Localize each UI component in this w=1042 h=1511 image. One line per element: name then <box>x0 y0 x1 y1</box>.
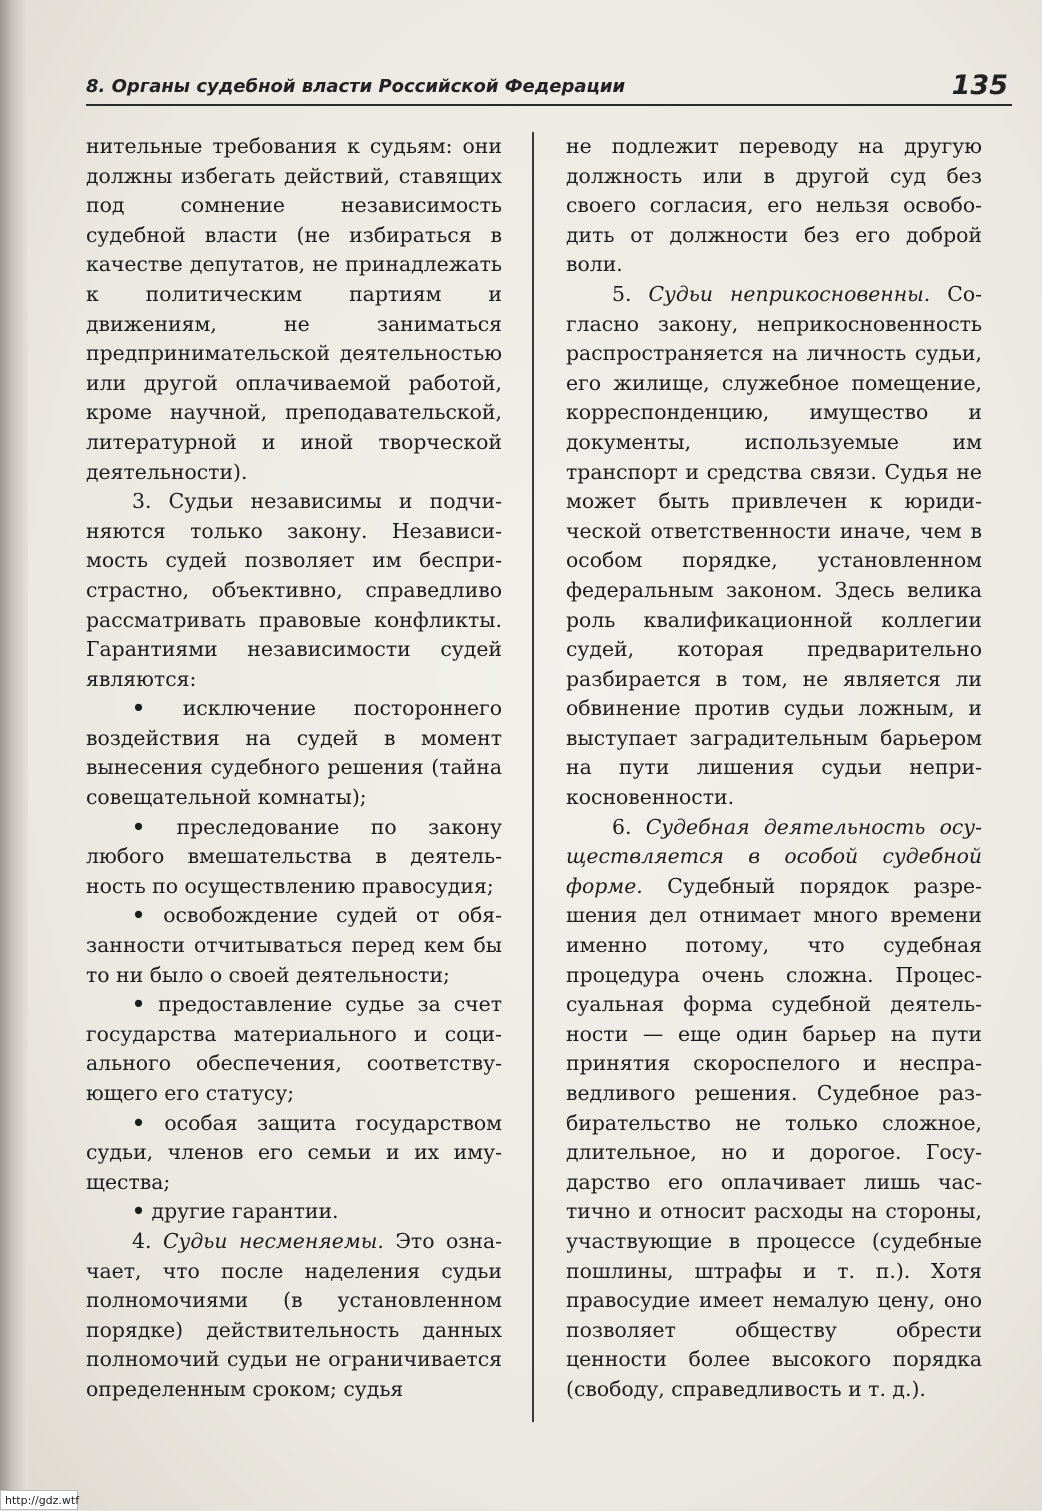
list-item: • предоставление судье за счет государства материального и социального обеспечения, соответствующего его статусу; <box>86 992 503 1105</box>
bullet-icon: • <box>132 1199 146 1224</box>
italic-heading: Судьи неприкосновенны. <box>648 281 931 306</box>
column-divider <box>532 132 534 1422</box>
list-item: • исключение постороннего воздействия на судей в момент вынесения судебного решения (тайна совещательной комнаты); <box>86 696 502 810</box>
paragraph: 4. Судьи несменяемы. Это означает, что после наделения судьи полномочиями (в установленном порядке) действительность данных полномочий судьи не ограничивается определенным сроком; судья <box>86 1228 502 1401</box>
italic-heading: Судьи несменяемы. <box>162 1228 384 1253</box>
paragraph: 3. Судьи независимы и подчиняются только закону. Независимость судей позволяет им беспристрастно, объективно, справедливо рассматривать правовые конфликты. Гарантиями независимости судей являются: <box>86 489 502 691</box>
bullet-icon: • <box>132 903 146 928</box>
list-item: • освобождение судей от обязанности отчитываться перед кем бы то ни было о своей деятельности; <box>86 903 503 987</box>
list-item: • особая защита государством судьи, членов его семьи и их имущества; <box>86 1110 503 1194</box>
paragraph: нительные требования к судьям: они должны избегать действий, ставящих под сомнение независимость судебной власти (не избираться в качестве депутатов, не принадлежать к политическим партиям и движениям, не заниматься предпринимательской деятельностью или другой оплачиваемой работой, кроме научной, преподавательской, литературной и иной творческой деятельности). <box>86 134 502 484</box>
right-column <box>566 132 982 1405</box>
paragraph: не подлежит переводу на другую должность или в другой суд без своего согласия, его нельзя освободить от должности без его доброй воли. <box>566 134 982 277</box>
paragraph: 5. Судьи неприкосновенны. Согласно закону, неприкосновенность распространяется на личность судьи, его жилище, служебное помещение, корреспонденцию, имущество и документы, используемые им транспорт и средства связи. Судья не может быть привлечен к юридической ответственности иначе, чем в особом порядке, установленном федеральным законом. Здесь велика роль квалификационной коллегии судей, которая предварительно разбирается в том, не является ли обвинение против судьи ложным, и выступает заградительным барьером на пути лишения судьи неприкосновенности. <box>566 281 982 810</box>
bullet-icon: • <box>132 696 146 721</box>
paragraph: 6. Судебная деятельность осуществляется в особой судебной форме. Судебный порядок разрешения дел отнимает много времени именно потому, что судебная процедура очень сложна. Процессуальная форма судебной деятельности — еще один барьер на пути принятия скороспелого и несправедливого решения. Судебное разбирательство не только сложное, длительное, но и дорогое. Государство его оплачивает лишь частично и относит расходы на стороны, участвующие в процессе (судебные пошлины, штрафы и т. п.). Хотя правосудие имеет немалую цену, оно позволяет обществу обрести ценности более высокого порядка (свободу, справедливость и т. д.). <box>566 814 983 1401</box>
source-url-label: http://gdz.wtf <box>0 1490 78 1510</box>
italic-heading: Судебная деятельность осуществляется в особой судебной форме. <box>566 814 983 898</box>
bullet-icon: • <box>132 992 146 1017</box>
list-item: • другие гарантии. <box>132 1199 339 1224</box>
book-spine-shadow <box>0 0 28 1510</box>
page-number: 135 <box>951 70 1008 101</box>
bullet-icon: • <box>132 1110 146 1135</box>
running-header <box>86 72 1012 106</box>
bullet-icon: • <box>132 814 146 839</box>
chapter-title: 8. Органы судебной власти Российской Федерации <box>86 76 626 97</box>
list-item: • преследование по закону любого вмешательства в деятельность по осуществлению правосудия; <box>86 814 502 898</box>
left-column <box>86 132 502 1405</box>
